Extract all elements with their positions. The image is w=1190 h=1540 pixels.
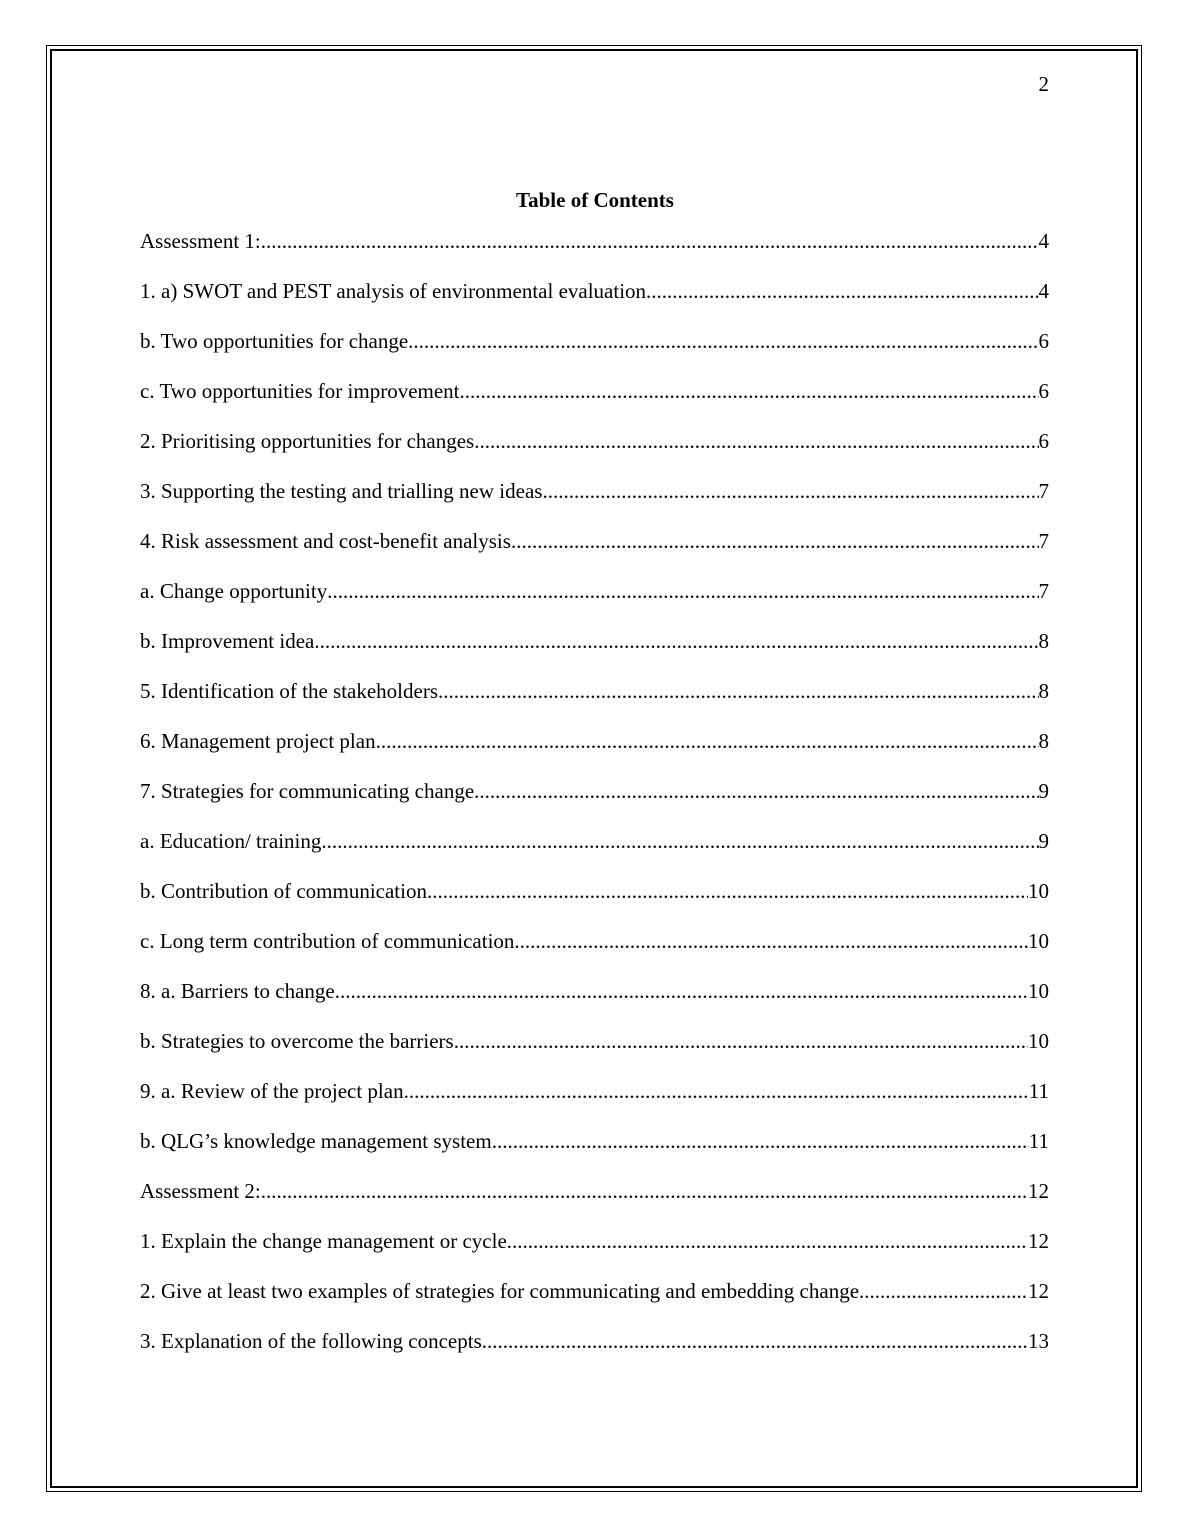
toc-list xyxy=(140,227,1049,1377)
toc-entry[interactable] xyxy=(140,1327,1049,1377)
toc-dot-leader xyxy=(261,1177,1028,1205)
toc-entry-page: 4 xyxy=(1038,279,1049,303)
toc-dot-leader xyxy=(514,927,1028,955)
toc-entry[interactable] xyxy=(140,377,1049,427)
toc-dot-leader xyxy=(321,827,1038,855)
toc-entry-page: 11 xyxy=(1028,1129,1049,1153)
toc-entry-page: 7 xyxy=(1038,479,1049,503)
toc-entry-text: 1. Explain the change management or cycle xyxy=(140,1229,507,1253)
toc-entry-page: 7 xyxy=(1038,529,1049,553)
toc-dot-leader xyxy=(542,477,1038,505)
toc-entry-page: 7 xyxy=(1038,579,1049,603)
toc-entry-text: 5. Identification of the stakeholders xyxy=(140,679,438,703)
toc-entry[interactable] xyxy=(140,627,1049,677)
toc-dot-leader xyxy=(474,777,1038,805)
toc-entry-text: 1. a) SWOT and PEST analysis of environmental evaluation xyxy=(140,279,647,303)
toc-entry-page: 4 xyxy=(1038,229,1049,253)
toc-entry-page: 12 xyxy=(1028,1229,1049,1253)
toc-dot-leader xyxy=(438,677,1039,705)
toc-entry[interactable] xyxy=(140,927,1049,977)
toc-entry-text: 3. Explanation of the following concepts xyxy=(140,1329,482,1353)
toc-entry-text: c. Long term contribution of communication xyxy=(140,929,515,953)
toc-entry-page: 6 xyxy=(1038,429,1049,453)
page-number: 2 xyxy=(1038,72,1049,96)
toc-entry-text: b. QLG’s knowledge management system xyxy=(140,1129,492,1153)
toc-entry-page: 10 xyxy=(1028,979,1049,1003)
toc-entry-text: a. Change opportunity xyxy=(140,579,328,603)
toc-entry-text: a. Education/ training xyxy=(140,829,322,853)
toc-dot-leader xyxy=(404,1077,1029,1105)
toc-entry-page: 9 xyxy=(1038,779,1049,803)
toc-entry-page: 8 xyxy=(1038,679,1049,703)
toc-entry-text: 9. a. Review of the project plan xyxy=(140,1079,404,1103)
toc-entry-page: 6 xyxy=(1038,329,1049,353)
toc-dot-leader xyxy=(408,327,1038,355)
toc-entry[interactable] xyxy=(140,227,1049,277)
toc-entry[interactable] xyxy=(140,1027,1049,1077)
toc-dot-leader xyxy=(859,1277,1028,1305)
toc-entry[interactable] xyxy=(140,1227,1049,1277)
toc-entry-text: 2. Prioritising opportunities for changes xyxy=(140,429,475,453)
toc-entry-text: 2. Give at least two examples of strategies for communicating and embedding change xyxy=(140,1279,860,1303)
toc-entry[interactable] xyxy=(140,1177,1049,1227)
toc-entry-page: 8 xyxy=(1038,729,1049,753)
toc-entry[interactable] xyxy=(140,427,1049,477)
toc-entry-page: 6 xyxy=(1038,379,1049,403)
toc-entry-text: b. Contribution of communication xyxy=(140,879,427,903)
toc-title: Table of Contents xyxy=(516,188,674,212)
toc-entry-page: 10 xyxy=(1028,1029,1049,1053)
toc-entry-text: 8. a. Barriers to change xyxy=(140,979,335,1003)
toc-entry[interactable] xyxy=(140,977,1049,1027)
toc-entry-page: 13 xyxy=(1028,1329,1049,1353)
toc-dot-leader xyxy=(314,627,1038,655)
toc-entry[interactable] xyxy=(140,527,1049,577)
toc-dot-leader xyxy=(454,1027,1028,1055)
toc-dot-leader xyxy=(327,577,1038,605)
toc-entry-page: 10 xyxy=(1028,879,1049,903)
toc-entry[interactable] xyxy=(140,1127,1049,1177)
toc-entry[interactable] xyxy=(140,577,1049,627)
toc-dot-leader xyxy=(482,1327,1028,1355)
toc-entry[interactable] xyxy=(140,277,1049,327)
toc-entry[interactable] xyxy=(140,327,1049,377)
toc-entry[interactable] xyxy=(140,677,1049,727)
toc-entry-text: b. Strategies to overcome the barriers xyxy=(140,1029,454,1053)
toc-dot-leader xyxy=(507,1227,1028,1255)
toc-entry-page: 12 xyxy=(1028,1179,1049,1203)
toc-dot-leader xyxy=(460,377,1039,405)
toc-entry[interactable] xyxy=(140,827,1049,877)
toc-entry-text: 6. Management project plan xyxy=(140,729,376,753)
toc-entry-text: b. Two opportunities for change xyxy=(140,329,409,353)
toc-dot-leader xyxy=(646,277,1038,305)
toc-dot-leader xyxy=(261,227,1039,255)
toc-dot-leader xyxy=(511,527,1039,555)
toc-entry-page: 12 xyxy=(1028,1279,1049,1303)
toc-entry[interactable] xyxy=(140,777,1049,827)
toc-entry[interactable] xyxy=(140,877,1049,927)
toc-entry-text: 3. Supporting the testing and trialling new ideas xyxy=(140,479,543,503)
toc-entry[interactable] xyxy=(140,1277,1049,1327)
toc-entry-page: 11 xyxy=(1028,1079,1049,1103)
toc-dot-leader xyxy=(474,427,1038,455)
toc-entry-page: 9 xyxy=(1038,829,1049,853)
toc-entry[interactable] xyxy=(140,727,1049,777)
toc-entry-text: c. Two opportunities for improvement xyxy=(140,379,460,403)
toc-entry[interactable] xyxy=(140,477,1049,527)
toc-dot-leader xyxy=(427,877,1028,905)
toc-dot-leader xyxy=(335,977,1028,1005)
toc-dot-leader xyxy=(376,727,1039,755)
toc-entry[interactable] xyxy=(140,1077,1049,1127)
toc-entry-text: Assessment 2: xyxy=(140,1179,261,1203)
toc-entry-page: 10 xyxy=(1028,929,1049,953)
toc-entry-text: 4. Risk assessment and cost-benefit analysis xyxy=(140,529,511,553)
toc-dot-leader xyxy=(492,1127,1029,1155)
toc-entry-page: 8 xyxy=(1038,629,1049,653)
toc-entry-text: Assessment 1: xyxy=(140,229,261,253)
toc-entry-text: 7. Strategies for communicating change xyxy=(140,779,475,803)
toc-entry-text: b. Improvement idea xyxy=(140,629,315,653)
